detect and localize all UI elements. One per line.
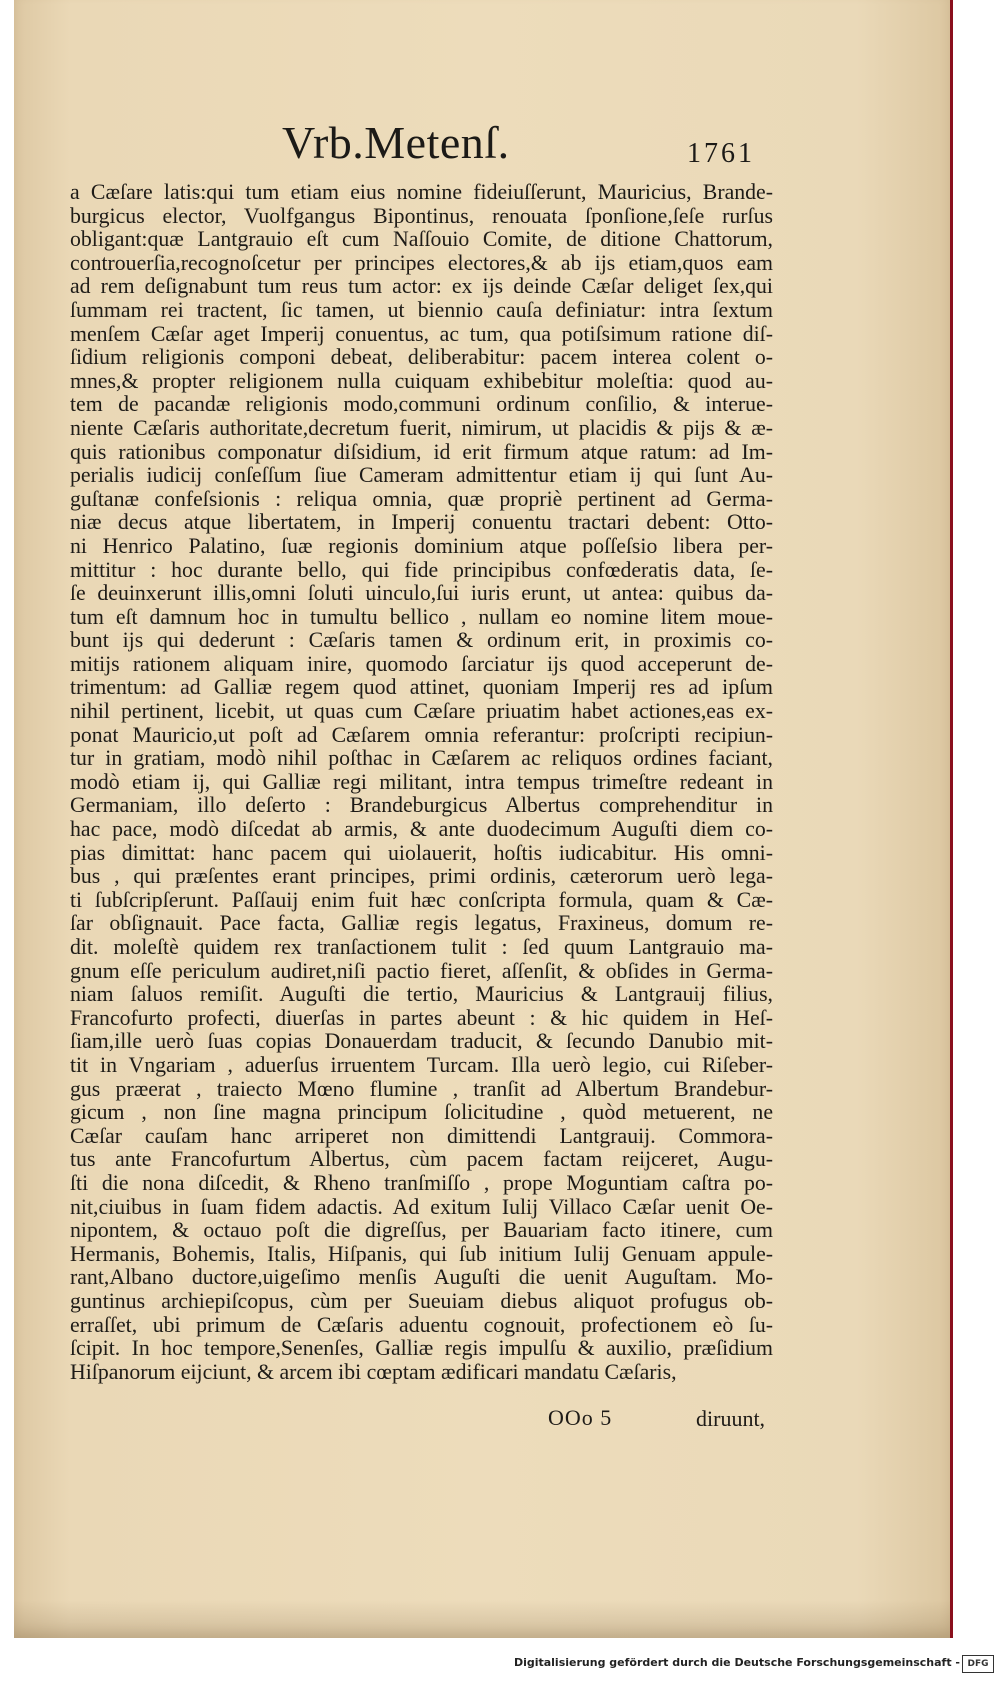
text-line: ti ſubſcripſerunt. Paſſauij enim fuit hæc conſcripta formula, quam & Cæ- <box>70 887 773 912</box>
text-line: nihil pertinent, licebit, ut quas cum Cæſare priuatim habet actiones,eas ex- <box>70 699 773 724</box>
text-line: quis rationibus componatur diſsidium, id erit firmum atque ratum: ad Im- <box>70 439 773 464</box>
text-line: trimentum: ad Galliæ regem quod attinet, quoniam Imperij res ad ipſum <box>70 675 773 700</box>
text-line: Cæſar cauſam hanc arriperet non dimittendi Lantgrauij. Commora- <box>70 1123 773 1148</box>
text-line: guſtanæ confeſsionis : reliqua omnia, quæ propriè pertinent ad Germa- <box>70 486 773 511</box>
text-line: menſem Cæſar aget Imperij conuentus, ac tum, qua potiſsimum ratione diſ- <box>70 321 773 346</box>
text-line: bus , qui præſentes erant principes, primi ordinis, cæterorum uerò lega- <box>70 864 773 889</box>
text-line: modò etiam ij, qui Galliæ regi militant, intra tempus trimeſtre redeant in <box>70 769 773 794</box>
text-line: tit in Vngariam , aduerſus irruentem Turcam. Illa uerò legio, cui Riſeber- <box>70 1052 773 1077</box>
text-line: ad rem deſignabunt tum reus tum actor: ex ijs deinde Cæſar deliget ſex,qui <box>70 274 773 299</box>
text-line: dit. moleſtè quidem rex tranſactionem tulit : ſed quum Lantgrauio ma- <box>70 935 773 959</box>
text-line: ponat Mauricio,ut poſt ad Cæſarem omnia referantur: proſcripti recipiun- <box>70 722 773 747</box>
text-line: tur in gratiam, modò nihil poſthac in Cæſarem ac reliquos ordines faciant, <box>70 746 773 771</box>
text-line: guntinus archiepiſcopus, cùm per Sueuiam diebus aliquot profugus ob- <box>70 1288 773 1313</box>
text-line: gicum , non ſine magna principum ſolicitudine , quòd metuerent, ne <box>70 1100 773 1125</box>
text-line: tum eſt damnum hoc in tumultu bellico , nullam eo nomine litem moue- <box>70 604 773 629</box>
text-line: nit,ciuibus in ſuam fidem adactis. Ad exitum Iulij Villaco Cæſar uenit Oe- <box>70 1194 773 1219</box>
text-line: ſiam,ille uerò ſuas copias Donauerdam traducit, & ſecundo Danubio mit- <box>70 1029 773 1054</box>
text-line: gnum eſſe periculum audiret,niſi pactio fieret, aſſenſit, & obſides in Germa- <box>70 958 773 983</box>
text-line: rant,Albano ductore,uigeſimo menſis Auguſti die uenit Auguſtam. Mo- <box>70 1265 773 1290</box>
text-line: Germaniam, illo deſerto : Brandeburgicus Albertus comprehenditur in <box>70 793 773 818</box>
dfg-logo: DFG <box>962 1655 994 1673</box>
text-line: controuerſia,recognoſcetur per principes electores,& ab ijs etiam,quos eam <box>70 250 773 275</box>
text-line: niente Cæſaris authoritate,decretum fuerit, nimirum, ut placidis & pijs & æ- <box>70 415 773 440</box>
text-line: hac pace, modò diſcedat ab armis, & ante duodecimum Auguſti diem co- <box>70 817 773 842</box>
text-line: ſe deuinxerunt illis,omni ſoluti uinculo,ſui iuris erunt, ut antea: quibus da- <box>70 581 773 606</box>
text-line: niæ decus atque libertatem, in Imperij conuentu tractari debent: Otto- <box>70 510 773 535</box>
text-line: tem de pacandæ religionis modo,communi ordinum conſilio, & interue- <box>70 392 773 417</box>
body-text <box>70 181 773 1384</box>
text-line: Francofurto profecti, diuerſas in partes abeunt : & hic quidem in Heſ- <box>70 1005 773 1030</box>
text-line: ſar obſignauit. Pace facta, Galliæ regis legatus, Fraxineus, domum re- <box>70 911 773 936</box>
text-line: a Cæſare latis:qui tum etiam eius nomine fideiuſſerunt, Mauricius, Brande- <box>70 180 773 204</box>
text-line: ſti die nona diſcedit, & Rheno tranſmiſſo , prope Moguntiam caſtra po- <box>70 1170 773 1195</box>
text-line: niam ſaluos remiſit. Auguſti die tertio, Mauricius & Lantgrauij filius, <box>70 982 773 1007</box>
text-line: pias dimittat: hanc pacem qui uiolauerit, hoſtis iudicabitur. His omni- <box>70 840 773 865</box>
text-line: mittitur : hoc durante bello, qui fide principibus confœderatis data, ſe- <box>70 557 773 582</box>
footer <box>0 1655 1000 1675</box>
text-line: Hiſpanorum eijciunt, & arcem ibi cœptam ædificari mandatu Cæſaris, <box>70 1359 677 1384</box>
text-line: burgicus elector, Vuolfgangus Bipontinus, renouata ſponſione,ſeſe rurſus <box>70 203 773 228</box>
signature-mark: OOo 5 <box>548 1405 613 1430</box>
text-line: perialis iudicij conſeſſum ſiue Cameram admittentur etiam ij qui ſunt Au- <box>70 463 773 488</box>
page-header <box>0 116 1000 176</box>
text-line: bunt ijs qui dederunt : Cæſaris tamen & ordinum erit, in proximis co- <box>70 628 773 653</box>
text-line: nipontem, & octauo poſt die digreſſus, per Bauariam facto itinere, cum <box>70 1218 773 1243</box>
funding-credit: Digitalisierung gefördert durch die Deutsche Forschungsgemeinschaft - <box>513 1656 960 1669</box>
catchword: diruunt, <box>696 1406 766 1431</box>
text-line: Hermanis, Bohemis, Italis, Hiſpanis, qui ſub initium Iulij Genuam appule- <box>70 1241 773 1266</box>
text-line: ſidium religionis componi debeat, deliberabitur: pacem interea colent o- <box>70 345 773 370</box>
text-line: ni Henrico Palatino, ſuæ regionis dominium atque poſſeſsio libera per- <box>70 533 773 558</box>
text-line: mitijs rationem aliquam inire, quomodo ſarciatur ijs quod acceperunt de- <box>70 651 773 676</box>
text-line: erraſſet, ubi primum de Cæſaris aduentu cognouit, profectionem eò ſu- <box>70 1312 773 1337</box>
text-line: gus præerat , traiecto Mœno flumine , tranſit ad Albertum Brandebur- <box>70 1076 773 1101</box>
text-line: ſummam rei tractent, ſic tamen, ut biennio cauſa definiatur: intra ſextum <box>70 297 773 322</box>
text-line: tus ante Francofurtum Albertus, cùm pacem factam reijceret, Augu- <box>70 1147 773 1172</box>
text-line: mnes,& propter religionem nulla cuiquam exhibebitur moleſtia: quod au- <box>70 368 773 393</box>
text-line: ſcipit. In hoc tempore,Senenſes, Galliæ regis impulſu & auxilio, præſidium <box>70 1336 773 1361</box>
page-shadow <box>14 1600 950 1638</box>
running-head: Vrb.Metenſ. <box>282 117 510 168</box>
page-number: 1761 <box>687 138 755 169</box>
text-line: obligant:quæ Lantgrauio eſt cum Naſſouio Comite, de ditione Chattorum, <box>70 227 773 252</box>
